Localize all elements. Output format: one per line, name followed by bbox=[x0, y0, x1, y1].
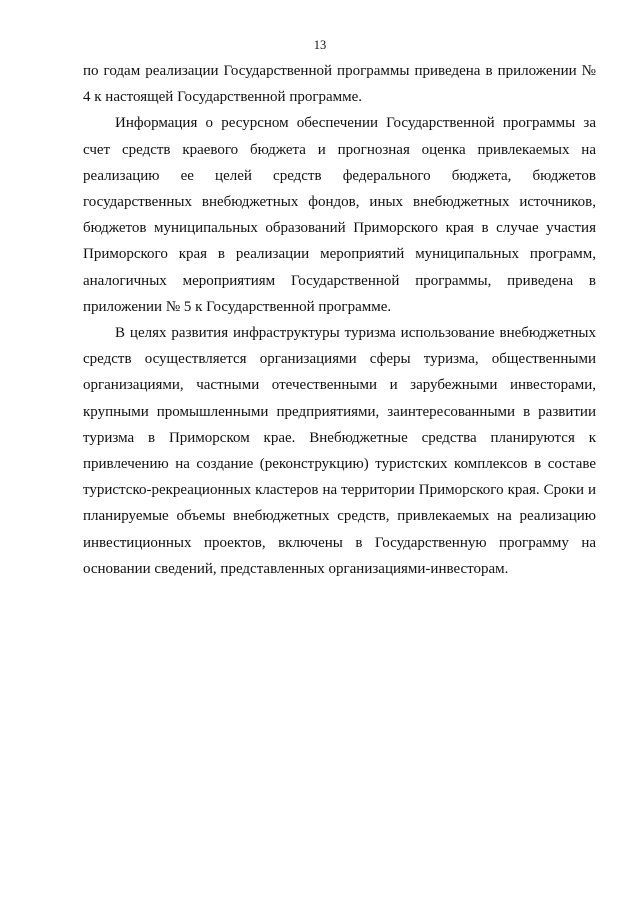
paragraph-resource-info: Информация о ресурсном обеспечении Государственной программы за счет средств краевого бюджета и прогнозная оценка привлекаемых на реализацию ее целей средств федерального бюджета, бюджетов государственных внебюджетных фондов, иных внебюджетных источников, бюджетов муниципальных образований Приморского края в случае участия Приморского края в реализации мероприятий муниципальных программ, аналогичных мероприятиям Государственной программы, приведена в приложении № 5 к Государственной программе. bbox=[83, 115, 596, 315]
paragraph-tourism-infrastructure: В целях развития инфраструктуры туризма использование внебюджетных средств осуществляется организациями сферы туризма, общественными организациями, частными отечественными и зарубежными инвесторами, крупными промышленными предприятиями, заинтересованными в развитии туризма в Приморском крае. Внебюджетные средства планируются к привлечению на создание (реконструкцию) туристских комплексов в составе туристско-рекреационных кластеров на территории Приморского края. Сроки и планируемые объемы внебюджетных средств, привлекаемых на реализацию инвестиционных проектов, включены в Государственную программу на основании сведений, представленных организациями-инвесторам. bbox=[83, 325, 596, 577]
document-body bbox=[83, 58, 596, 582]
page-number: 13 bbox=[313, 38, 327, 52]
paragraph-continuation: по годам реализации Государственной программы приведена в приложении № 4 к настоящей Государственной программе. bbox=[83, 63, 596, 106]
